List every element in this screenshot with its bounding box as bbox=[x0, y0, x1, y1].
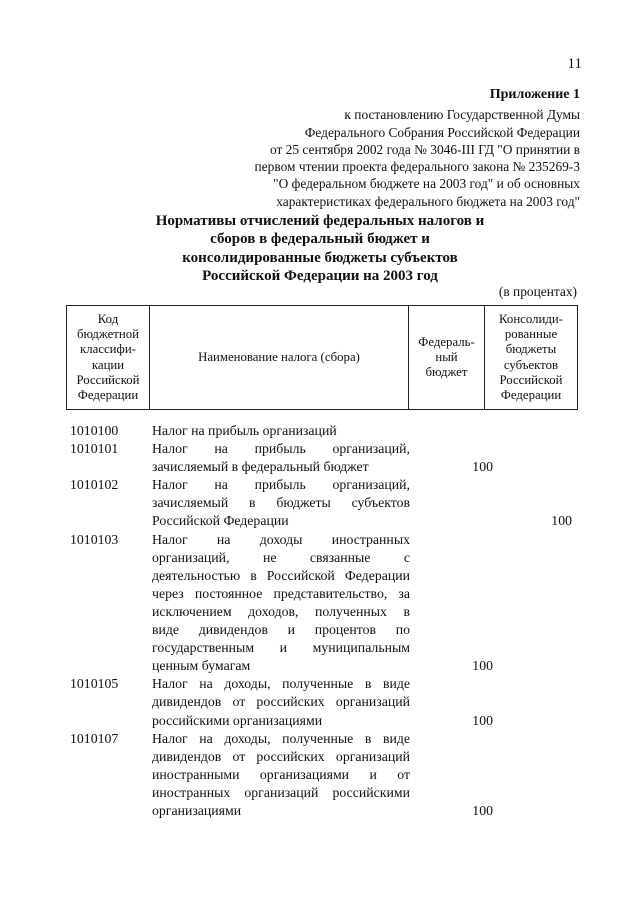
row-name-line: Налог на доходы, полученные в виде bbox=[152, 730, 410, 746]
page-number: 11 bbox=[567, 56, 582, 72]
row-name-line: Налог на доходы, полученные в виде bbox=[152, 676, 410, 692]
table-border bbox=[66, 409, 578, 410]
row-name bbox=[152, 440, 410, 476]
title-line: Российской Федерации на 2003 год bbox=[202, 268, 438, 285]
row-name-line: дивидендов от российских организаций bbox=[152, 694, 410, 710]
row-values bbox=[410, 422, 575, 440]
row-name-line: государственным и муниципальным bbox=[152, 640, 410, 656]
header-federal bbox=[409, 307, 484, 408]
header-text: Российской bbox=[76, 372, 140, 387]
row-name-line: Налог на прибыль организаций, bbox=[152, 477, 410, 493]
row-name-line: дивидендов от российских организаций bbox=[152, 748, 410, 764]
row-values bbox=[410, 730, 575, 820]
row-name-line: организаций, не связанные с bbox=[152, 549, 410, 565]
appendix-line: характеристиках федерального бюджета на 2003 год" bbox=[276, 193, 580, 209]
header-text: Федерации bbox=[77, 388, 139, 403]
appendix-line: "О федеральном бюджете на 2003 год" и об основных bbox=[273, 176, 580, 192]
row-values bbox=[410, 675, 575, 729]
header-text: кации bbox=[91, 357, 125, 372]
row-name bbox=[152, 476, 410, 530]
row-name-line: ценным бумагам bbox=[152, 658, 251, 674]
header-text: бюджет bbox=[425, 365, 468, 380]
header-text: ный bbox=[435, 349, 458, 364]
title-line: сборов в федеральный бюджет и bbox=[210, 231, 430, 248]
header-code bbox=[67, 307, 149, 408]
federal-share: 100 bbox=[472, 712, 493, 728]
header-text: Федераль- bbox=[418, 334, 475, 349]
table-border bbox=[577, 305, 578, 410]
row-name-line: Налог на доходы иностранных bbox=[152, 531, 410, 547]
row-code: 1010103 bbox=[70, 531, 119, 547]
regional-share: 100 bbox=[551, 513, 572, 529]
row-name bbox=[152, 730, 410, 820]
federal-share: 100 bbox=[472, 658, 493, 674]
appendix-line: к постановлению Государственной Думы bbox=[344, 107, 580, 123]
table-row bbox=[70, 440, 575, 476]
title-line: Нормативы отчислений федеральных налогов и bbox=[155, 213, 485, 229]
row-code: 1010102 bbox=[70, 477, 119, 493]
appendix-line: от 25 сентября 2002 года № 3046-III ГД "О принятии в bbox=[269, 141, 580, 157]
row-code: 1010101 bbox=[70, 441, 119, 457]
table-row bbox=[70, 730, 575, 820]
appendix-line: первом чтении проекта федерального закона № 235269-3 bbox=[254, 159, 580, 175]
header-text: рованные bbox=[504, 326, 558, 341]
row-name-line: российскими организациями bbox=[152, 712, 323, 728]
header-text: Федерации bbox=[500, 388, 562, 403]
table-row bbox=[70, 422, 575, 440]
header-text: Наименование налога (сбора) bbox=[198, 349, 360, 364]
row-name-line: исключением доходов, полученных в bbox=[152, 603, 410, 619]
header-text: Российской bbox=[499, 372, 563, 387]
row-values bbox=[410, 440, 575, 476]
row-values bbox=[410, 476, 575, 530]
document-title bbox=[140, 212, 500, 286]
row-name bbox=[152, 422, 410, 440]
table-row bbox=[70, 531, 575, 676]
row-name-line: Налог на прибыль организаций, bbox=[152, 441, 410, 457]
table-row bbox=[70, 675, 575, 729]
header-text: Консолиди- bbox=[499, 311, 563, 326]
title-line: консолидированные бюджеты субъектов bbox=[182, 249, 458, 266]
header-name bbox=[150, 307, 408, 408]
row-name-line: Российской Федерации bbox=[152, 513, 289, 529]
units-note: (в процентах) bbox=[498, 284, 577, 299]
federal-share: 100 bbox=[472, 802, 493, 818]
appendix-header bbox=[160, 86, 580, 210]
header-text: Код bbox=[97, 311, 119, 326]
header-text: бюджеты bbox=[505, 342, 557, 357]
header-text: субъектов bbox=[503, 357, 559, 372]
row-name-line: виде дивидендов и процентов по bbox=[152, 622, 410, 638]
row-name-line: деятельностью в Российской Федерации bbox=[152, 567, 410, 583]
row-code: 1010100 bbox=[70, 423, 119, 438]
appendix-line: Федерального Собрания Российской Федерации bbox=[304, 124, 580, 140]
table-header bbox=[66, 305, 578, 410]
header-text: бюджетной bbox=[77, 326, 139, 341]
row-name-line: иностранными организациями и от bbox=[152, 766, 410, 782]
row-name-line: иностранных организаций российскими bbox=[152, 784, 410, 800]
row-name-line: зачисляемый в федеральный бюджет bbox=[152, 459, 369, 475]
table-body bbox=[70, 422, 575, 820]
row-name bbox=[152, 531, 410, 676]
header-text: классифи- bbox=[80, 342, 136, 357]
table-border bbox=[66, 305, 578, 306]
row-name bbox=[152, 675, 410, 729]
row-name-line: зачисляемый в бюджеты субъектов bbox=[152, 495, 410, 511]
header-regional bbox=[485, 307, 577, 408]
row-values bbox=[410, 531, 575, 676]
row-name-line: организациями bbox=[152, 802, 242, 818]
row-name-line: Налог на прибыль организаций bbox=[152, 423, 337, 438]
row-code: 1010107 bbox=[70, 730, 119, 746]
row-name-line: через постоянное представительство, за bbox=[152, 585, 410, 601]
table-row bbox=[70, 476, 575, 530]
federal-share: 100 bbox=[472, 459, 493, 475]
appendix-title: Приложение 1 bbox=[489, 87, 580, 102]
row-code: 1010105 bbox=[70, 676, 119, 692]
